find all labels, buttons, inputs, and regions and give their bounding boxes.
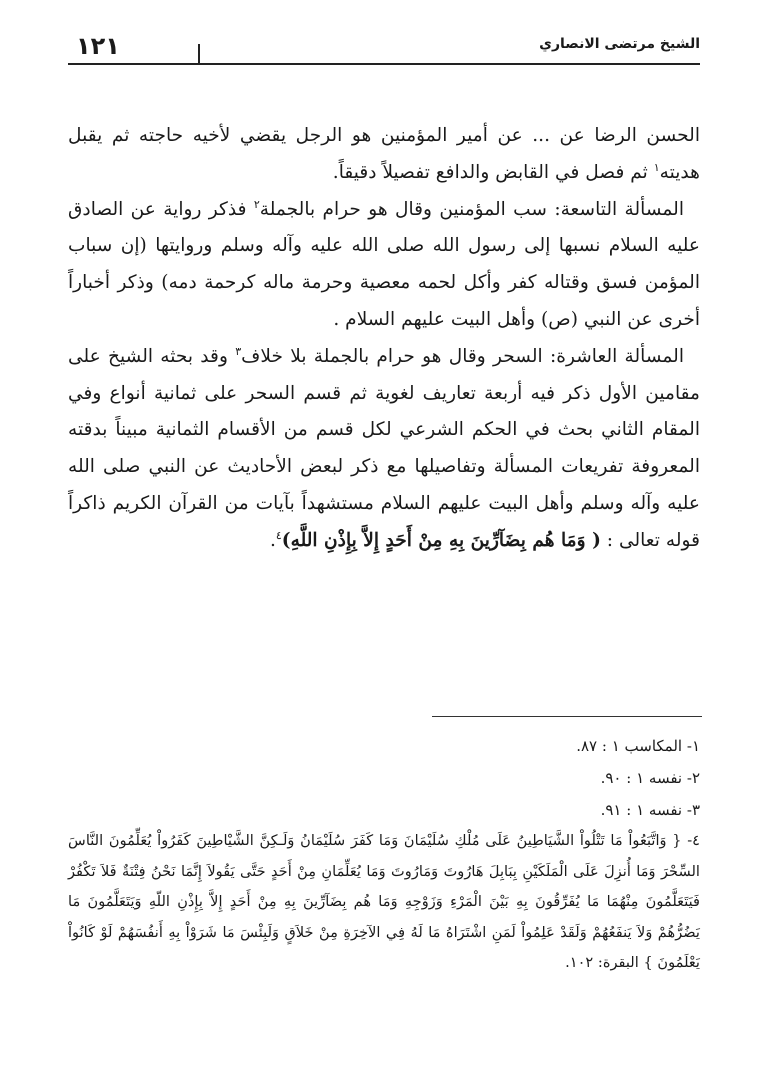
paragraph-3-end: وقد بحثه الشيخ على مقامين الأول ذكر فيه أربعة تعاريف لغوية ثم قسم السحر على ثمانية أنواع وفي المقام الثاني بحث في الحكم الشرعي لكل قسم من الأقسام الثمانية مبيناً بدقته المعروفة تفريعات المسألة وتفاصيلها مع ذكر لبعض الأحاديث عن النبي صلى الله عليه وآله وسلم وأهل البيت عليهم السلام مستشهداً بآيات من القرآن الكريم ذاكراً قوله تعالى : — [68, 345, 700, 551]
running-title: الشيخ مرتضى الانصاري — [539, 36, 700, 52]
header-tick-mark — [198, 44, 200, 65]
footnote-4: ٤- { وَاتَّبَعُواْ مَا تَتْلُواْ الشَّيَاطِينُ عَلَى مُلْكِ سُلَيْمَانَ وَمَا كَفَرَ سُلَيْمَانُ وَلَـكِنَّ الشَّيْاطِينَ كَفَرُواْ يُعَلِّمُونَ النَّاسَ السِّحْرَ وَمَا أُنزِلَ عَلَى الْمَلَكَيْنِ بِبَابِلَ هَارُوتَ وَمَارُوتَ وَمَا يُعَلِّمَانِ مِنْ أَحَدٍ حَتَّى يَقُولاَ إِنَّمَا نَحْنُ فِتْنَةٌ فَلاَ تَكْفُرْ فَيَتَعَلَّمُونَ مِنْهُمَا مَا يُفَرِّقُونَ بِهِ بَيْنَ الْمَرْءِ وَزَوْجِهِ وَمَا هُم بِضَآرِّينَ بِهِ مِنْ أَحَدٍ إِلاَّ بِإِذْنِ اللّهِ وَيَتَعَلَّمُونَ مَا يَضُرُّهُمْ وَلاَ يَنفَعُهُمْ وَلَقَدْ عَلِمُواْ لَمَنِ اشْتَرَاهُ مَا لَهُ فِي الآخِرَةِ مِنْ خَلاَقٍ وَلَبِئْسَ مَا شَرَوْاْ بِهِ أَنفُسَهُمْ لَوْ كَانُواْ يَعْلَمُونَ } البقرة: ١٠٢. — [68, 832, 700, 971]
footnote-3: ٣- نفسه ١ : ٩١. — [600, 801, 700, 819]
paragraph-1-text: الحسن الرضا عن ... عن أمير المؤمنين هو الرجل يقضي لأخيه حاجته ثم يقبل هديته — [68, 125, 700, 183]
quran-quote: ( وَمَا هُم بِضَآرِّينَ بِهِ مِنْ أَحَدٍ إِلاَّ بِإِذْنِ اللَّهِ) — [281, 529, 601, 551]
paragraph-3-text: المسألة العاشرة: السحر وقال هو حرام بالجملة بلا خلاف — [241, 345, 684, 367]
page-number: ١٢١ — [76, 32, 120, 60]
paragraph-1-end: ثم فصل في القابض والدافع تفصيلاً دقيقاً. — [332, 161, 654, 183]
paragraph-1 — [68, 118, 700, 192]
footnote-ref-2[interactable]: ٢ — [253, 197, 260, 211]
paragraph-3 — [68, 339, 700, 560]
paragraph-2-end: فذكر رواية عن الصادق عليه السلام نسبها إلى رسول الله صلى الله عليه وآله وسلم وروايتها (إن سباب المؤمن فسق وقتاله كفر وأكل لحمه معصية وحرمة ماله كرحمة دمه) وذكر أخباراً أخرى عن النبي (ص) وأهل البيت عليهم السلام . — [68, 198, 700, 330]
footnote-2: ٢- نفسه ١ : ٩٠. — [600, 769, 700, 787]
footnote-ref-1[interactable]: ١ — [653, 160, 660, 174]
footnote-ref-4[interactable]: ٤ — [275, 528, 282, 542]
paragraph-3-tail: . — [269, 529, 276, 551]
body-text — [68, 118, 700, 560]
paragraph-2-text: المسألة التاسعة: سب المؤمنين وقال هو حرام بالجملة — [259, 198, 684, 220]
footnote-separator — [432, 716, 702, 717]
footnotes — [68, 730, 700, 979]
running-header — [68, 30, 700, 64]
footnote-ref-3[interactable]: ٣ — [235, 344, 242, 358]
footnote-1: ١- المكاسب ١ : ٨٧. — [576, 737, 700, 755]
paragraph-2 — [68, 192, 700, 339]
header-rule — [68, 63, 700, 65]
